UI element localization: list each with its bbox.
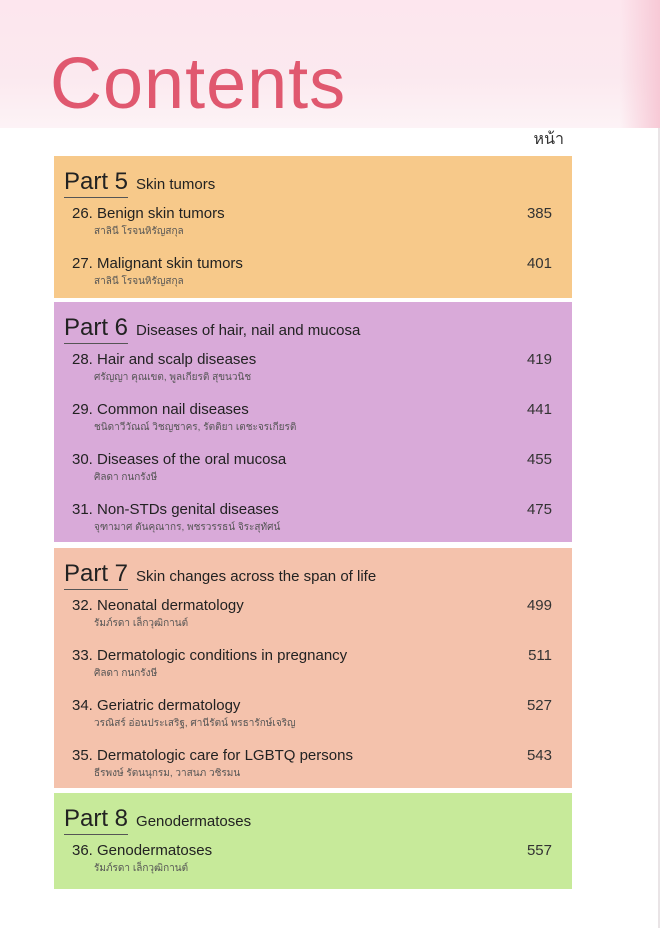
chapter-entry[interactable] [64,400,562,450]
chapter-entry[interactable] [64,841,562,891]
chapter-page: 543 [526,747,552,764]
part-number: Part 5 [64,168,128,198]
page-title: Contents [50,44,347,124]
chapter-entry[interactable] [64,646,562,696]
part-7-section [54,548,572,788]
chapter-page: 499 [526,597,552,614]
chapter-entry[interactable] [64,746,562,796]
chapter-author: รัมภ์รดา เล็กวุฒิกานต์ [94,618,189,629]
chapter-page: 557 [526,842,552,859]
chapter-page: 511 [528,647,552,664]
chapter-author: ศิลดา กนกรังษี [94,668,158,679]
part-title: Genodermatoses [136,813,252,830]
chapter-title: 32. Neonatal dermatology [72,597,244,614]
chapter-title: 27. Malignant skin tumors [72,255,243,272]
chapter-page: 527 [526,697,552,714]
chapter-page: 385 [526,205,552,222]
chapter-page: 455 [526,451,552,468]
part-number: Part 6 [64,314,128,344]
chapter-entry[interactable] [64,204,562,254]
chapter-entry[interactable] [64,696,562,746]
part-number: Part 8 [64,805,128,835]
chapter-entry[interactable] [64,350,562,400]
chapter-author: สาลินี โรจนหิรัญสกุล [94,276,184,287]
chapter-page: 475 [526,501,552,518]
chapter-entry[interactable] [64,254,562,304]
page-column-label: หน้า [533,131,564,148]
part-title: Skin tumors [136,176,216,193]
chapter-page: 401 [526,255,552,272]
chapter-entry[interactable] [64,596,562,646]
chapter-title: 34. Geriatric dermatology [72,697,241,714]
chapter-page: 419 [526,351,552,368]
part-8-section [54,793,572,889]
part-5-section [54,156,572,298]
part-header [64,556,562,590]
chapter-title: 33. Dermatologic conditions in pregnancy [72,647,348,664]
part-6-section [54,302,572,542]
part-header [64,310,562,344]
chapter-page: 441 [526,401,552,418]
chapter-title: 28. Hair and scalp diseases [72,351,257,368]
chapter-author: ธีรพงษ์ รัตนนุกรม, วาสนภ วชิรมน [94,768,241,779]
chapter-author: สาลินี โรจนหิรัญสกุล [94,226,184,237]
chapter-entry[interactable] [64,450,562,500]
chapter-author: ศิลดา กนกรังษี [94,472,158,483]
part-header [64,164,562,198]
chapter-title: 26. Benign skin tumors [72,205,225,222]
chapter-author: ชนิดาวีวัณณ์ วิชญชาคร, รัตติยา เตชะจรเกียรติ [94,422,297,433]
chapter-title: 29. Common nail diseases [72,401,249,418]
chapter-title: 31. Non-STDs genital diseases [72,501,279,518]
chapter-author: ศรัญญา คุณเขต, พูลเกียรติ สุขนวนิช [94,372,252,383]
chapter-author: รัมภ์รดา เล็กวุฒิกานต์ [94,863,189,874]
chapter-entry[interactable] [64,500,562,550]
part-title: Diseases of hair, nail and mucosa [136,322,361,339]
part-title: Skin changes across the span of life [136,568,377,585]
chapter-title: 35. Dermatologic care for LGBTQ persons [72,747,353,764]
part-number: Part 7 [64,560,128,590]
chapter-title: 30. Diseases of the oral mucosa [72,451,287,468]
chapter-title: 36. Genodermatoses [72,842,213,859]
part-header [64,801,562,835]
chapter-author: จุฑามาศ ตันคุณากร, พชรวรรธน์ จิระสุทัศน์ [94,522,281,533]
chapter-author: วรณิสร์ อ่อนประเสริฐ, ศานีรัตน์ พรธารักษ์เจริญ [94,718,296,729]
